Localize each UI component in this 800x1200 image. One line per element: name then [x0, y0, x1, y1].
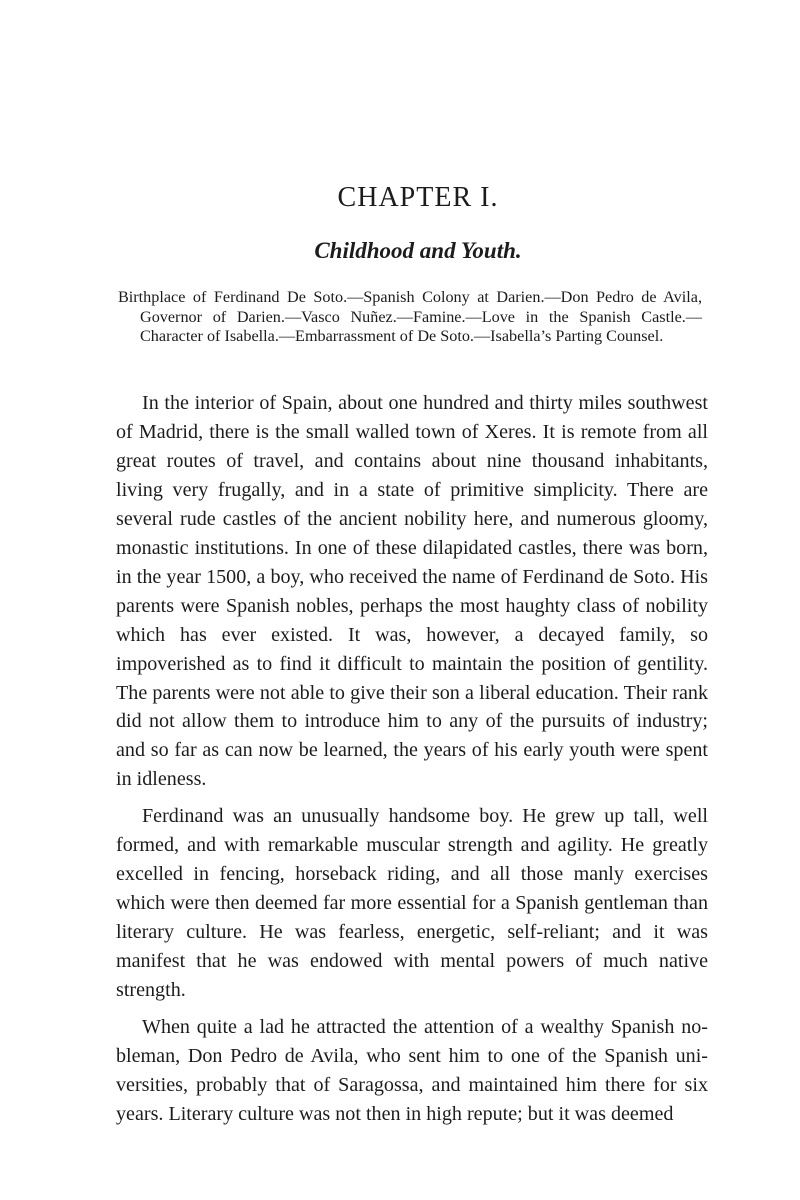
paragraph-3: When quite a lad he attracted the attention of a wealthy Spanish nobleman, Don Pedro de Avila, who sent him to one of the Spanish universities, probably that of Saragossa, and maintained him there for six years. Literary culture was not then in high repute; but it was deemed	[116, 1016, 708, 1125]
chapter-body	[116, 389, 708, 1129]
chapter-subtitle: Childhood and Youth.	[314, 238, 522, 263]
paragraph-1: In the interior of Spain, about one hundred and thirty miles southwest of Madrid, there is the small walled town of Xeres. It is remote from all great routes of travel, and contains about nine thousand inhabitants, living very frugally, and in a state of primitive simplicity. There are several rude castles of the ancient nobility here, and numerous gloomy, monastic institutions. In one of these dilapidated castles, there was born, in the year 1500, a boy, who received the name of Ferdinand de Soto. His parents were Spanish nobles, perhaps the most haughty class of nobility which has ever existed. It was, however, a decayed family, so impoverished as to find it difficult to maintain the position of gentility. The parents were not able to give their son a liberal education. Their rank did not allow them to introduce him to any of the pursuits of industry; and so far as can now be learned, the years of his early youth were spent in idleness.	[116, 392, 708, 791]
chapter-title: CHAPTER I.	[337, 182, 499, 213]
paragraph-2: Ferdinand was an unusually handsome boy. He grew up tall, well formed, and with remarkable muscular strength and agility. He greatly excelled in fencing, horseback riding, and all those manly exercises which were then deemed far more essential for a Spanish gentleman than literary culture. He was fearless, energetic, self-reliant; and it was manifest that he was endowed with mental powers of much native strength.	[116, 805, 708, 1002]
chapter-synopsis: Birthplace of Ferdinand De Soto.—Spanish Colony at Darien.—Don Pedro de Avila, Governor of Darien.—Vasco Nuñez.—Famine.—Love in the Spanish Castle.—Character of Isabella.—Embarrassment of De Soto.—Isabella’s Parting Counsel.	[118, 288, 702, 345]
